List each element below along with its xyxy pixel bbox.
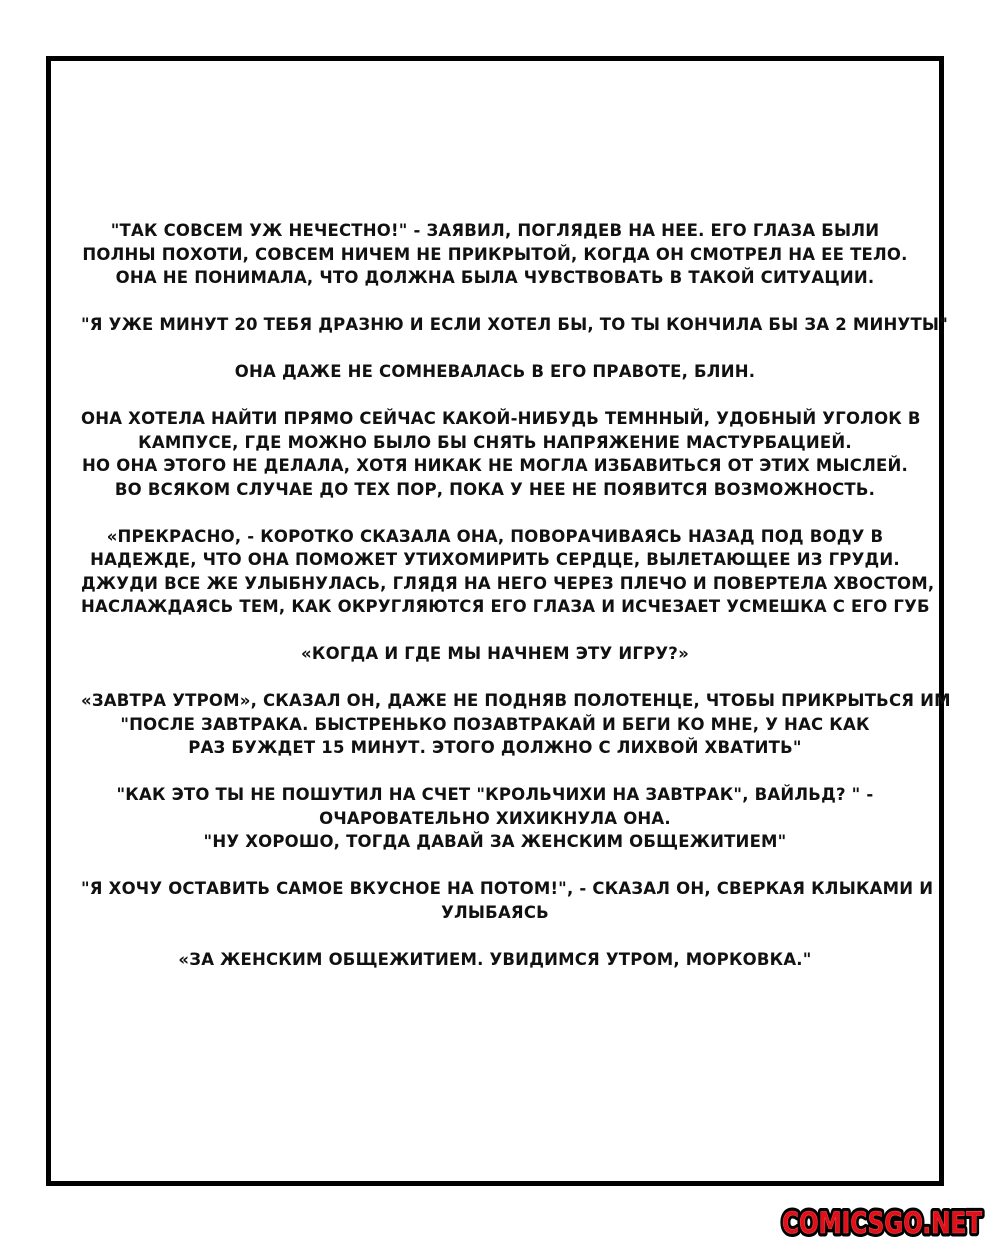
text-line: ПОЛНЫ ПОХОТИ, СОВСЕМ НИЧЕМ НЕ ПРИКРЫТОЙ, КОГДА ОН СМОТРЕЛ НА ЕЕ ТЕЛО. <box>82 244 908 264</box>
text-line: НАСЛАЖДАЯСЬ ТЕМ, КАК ОКРУГЛЯЮТСЯ ЕГО ГЛАЗА И ИСЧЕЗАЕТ УСМЕШКА С ЕГО ГУБ <box>81 597 930 616</box>
paragraph-2 <box>81 313 948 337</box>
paragraph-5 <box>81 525 935 619</box>
text-line: УЛЫБАЯСЬ <box>441 902 549 922</box>
text-line: "ПОСЛЕ ЗАВТРАКА. БЫСТРЕНЬКО ПОЗАВТРАКАЙ И БЕГИ КО МНЕ, У НАС КАК <box>120 714 870 734</box>
text-line: «КОГДА И ГДЕ МЫ НАЧНЕМ ЭТУ ИГРУ?» <box>301 644 689 663</box>
text-line: ОНА НЕ ПОНИМАЛА, ЧТО ДОЛЖНА БЫЛА ЧУВСТВОВАТЬ В ТАКОЙ СИТУАЦИИ. <box>115 268 875 287</box>
comicsgo-watermark-logo <box>775 1193 990 1249</box>
text-line: РАЗ БУЖДЕТ 15 МИНУТ. ЭТОГО ДОЛЖНО С ЛИХВОЙ ХВАТИТЬ" <box>188 738 802 757</box>
text-line: "Я ХОЧУ ОСТАВИТЬ САМОЕ ВКУСНОЕ НА ПОТОМ!", - СКАЗАЛ ОН, СВЕРКАЯ КЛЫКАМИ И <box>81 879 934 898</box>
paragraph-1 <box>81 219 909 290</box>
watermark-text: COMICSGO.NET <box>782 1206 983 1240</box>
text-line: ДЖУДИ ВСЕ ЖЕ УЛЫБНУЛАСЬ, ГЛЯДЯ НА НЕГО ЧЕРЕЗ ПЛЕЧО И ПОВЕРТЕЛА ХВОСТОМ, <box>81 573 935 593</box>
text-line: «ПРЕКРАСНО, - КОРОТКО СКАЗАЛА ОНА, ПОВОРАЧИВАЯСЬ НАЗАД ПОД ВОДУ В <box>106 526 884 546</box>
paragraph-3 <box>81 360 909 384</box>
comic-panel <box>46 56 951 1186</box>
paragraph-6 <box>81 642 909 666</box>
text-line: «ЗАВТРА УТРОМ», СКАЗАЛ ОН, ДАЖЕ НЕ ПОДНЯВ ПОЛОТЕНЦЕ, ЧТОБЫ ПРИКРЫТЬСЯ ИМ <box>81 691 951 710</box>
text-line: НО ОНА ЭТОГО НЕ ДЕЛАЛА, ХОТЯ НИКАК НЕ МОГЛА ИЗБАВИТЬСЯ ОТ ЭТИХ МЫСЛЕЙ. <box>82 456 908 475</box>
paragraph-10 <box>81 948 909 972</box>
paragraph-4 <box>81 407 921 501</box>
text-line: ОНА ДАЖЕ НЕ СОМНЕВАЛАСЬ В ЕГО ПРАВОТЕ, БЛИН. <box>234 362 756 381</box>
text-line: "Я УЖЕ МИНУТ 20 ТЕБЯ ДРАЗНЮ И ЕСЛИ ХОТЕЛ БЫ, ТО ТЫ КОНЧИЛА БЫ ЗА 2 МИНУТЫ" <box>81 315 948 334</box>
text-line: ОЧАРОВАТЕЛЬНО ХИХИКНУЛА ОНА. <box>319 808 671 828</box>
text-line: "НУ ХОРОШО, ТОГДА ДАВАЙ ЗА ЖЕНСКИМ ОБЩЕЖИТИЕМ" <box>203 832 787 851</box>
text-line: "КАК ЭТО ТЫ НЕ ПОШУТИЛ НА СЧЕТ "КРОЛЬЧИХИ НА ЗАВТРАК", ВАЙЛЬД? " - <box>116 785 874 804</box>
story-text <box>81 219 951 995</box>
text-line: КАМПУСЕ, ГДЕ МОЖНО БЫЛО БЫ СНЯТЬ НАПРЯЖЕНИЕ МАСТУРБАЦИЕЙ. <box>138 432 852 452</box>
text-line: ВО ВСЯКОМ СЛУЧАЕ ДО ТЕХ ПОР, ПОКА У НЕЕ НЕ ПОЯВИТСЯ ВОЗМОЖНОСТЬ. <box>114 479 876 499</box>
paragraph-7 <box>81 689 951 760</box>
text-line: НАДЕЖДЕ, ЧТО ОНА ПОМОЖЕТ УТИХОМИРИТЬ СЕРДЦЕ, ВЫЛЕТАЮЩЕЕ ИЗ ГРУДИ. <box>90 550 900 569</box>
paragraph-8 <box>81 783 909 854</box>
paragraph-9 <box>81 877 934 924</box>
text-line: ОНА ХОТЕЛА НАЙТИ ПРЯМО СЕЙЧАС КАКОЙ-НИБУДЬ ТЕМННЫЙ, УДОБНЫЙ УГОЛОК В <box>81 409 921 428</box>
text-line: "ТАК СОВСЕМ УЖ НЕЧЕСТНО!" - ЗАЯВИЛ, ПОГЛЯДЕВ НА НЕЕ. ЕГО ГЛАЗА БЫЛИ <box>110 221 880 240</box>
watermark-text-outline: COMICSGO.NET <box>782 1206 983 1240</box>
text-line: «ЗА ЖЕНСКИМ ОБЩЕЖИТИЕМ. УВИДИМСЯ УТРОМ, МОРКОВКА." <box>178 949 812 969</box>
